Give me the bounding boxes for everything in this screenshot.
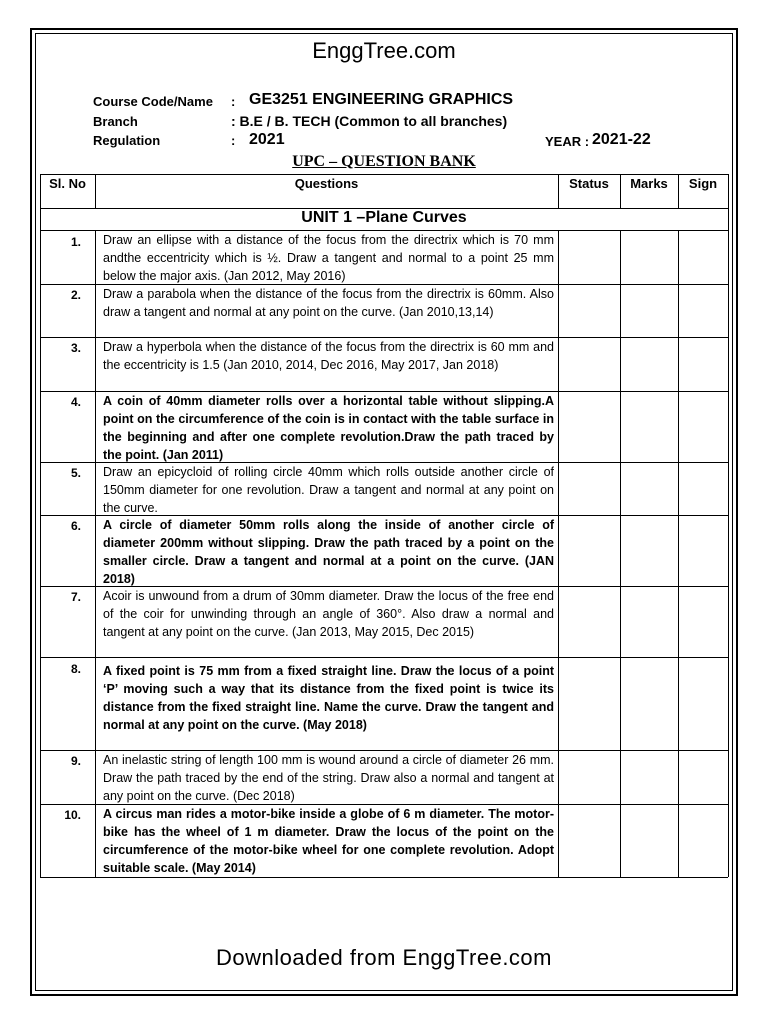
branch-value: : B.E / B. TECH (Common to all branches)	[231, 113, 508, 129]
row-number: 10.	[64, 808, 81, 822]
site-title: EnggTree.com	[312, 38, 456, 63]
question-text: A fixed point is 75 mm from a fixed straight line. Draw the locus of a point ‘P’ moving such a way that its distance from the fixed point is twice its distance from the fixed straight line. Name the curve. Draw the tangent and normal at any point on the curve. (May 2018)	[103, 664, 554, 732]
table-border	[728, 174, 729, 877]
column-rule	[558, 230, 559, 877]
header-status: Status	[569, 176, 609, 191]
table-rule	[40, 657, 728, 658]
column-rule	[620, 230, 621, 877]
row-number: 4.	[70, 395, 81, 409]
branch-label: Branch	[93, 114, 138, 129]
course-colon: :	[231, 94, 236, 109]
question-bank-title: UPC – QUESTION BANK	[292, 153, 476, 170]
row-number: 7.	[70, 590, 81, 604]
question-text: Draw an ellipse with a distance of the focus from the directrix which is 70 mm andthe eccentricity which is ½. Draw a tangent and normal to a point 25 mm below the major axis. (Jan 2012, May 2016)	[103, 233, 554, 283]
question-text: Draw a parabola when the distance of the focus from the directrix is 60mm. Also draw a tangent and normal at any point on the curve. (Jan 2010,13,14)	[103, 287, 554, 319]
row-number: 8.	[70, 662, 81, 676]
row-number: 3.	[70, 341, 81, 355]
question-text: Draw a hyperbola when the distance of the focus from the directrix is 60 mm and the eccentricity is 1.5 (Jan 2010, 2014, Dec 2016, May 2017, Jan 2018)	[103, 340, 554, 372]
regulation-value: 2021	[249, 131, 285, 148]
table-rule	[40, 877, 728, 878]
year-value: 2021-22	[592, 131, 651, 148]
course-value: GE3251 ENGINEERING GRAPHICS	[249, 91, 514, 108]
row-number: 6.	[70, 519, 81, 533]
row-number: 1.	[70, 235, 81, 249]
header-marks: Marks	[630, 176, 668, 191]
regulation-colon: :	[231, 133, 236, 148]
row-number: 9.	[70, 754, 81, 768]
regulation-label: Regulation	[93, 133, 161, 148]
course-label: Course Code/Name	[93, 94, 213, 109]
question-text: A circle of diameter 50mm rolls along the inside of another circle of diameter 200mm without slipping. Draw the path traced by a point on the smaller circle. Draw a tangent and normal at a point on the curve. (JAN 2018)	[103, 518, 554, 586]
row-number: 5.	[70, 466, 81, 480]
question-text: An inelastic string of length 100 mm is wound around a circle of diameter 26 mm. Draw the path traced by the end of the string. Draw also a normal and tangent at any point on the curve. (Dec 2018)	[103, 753, 554, 803]
table-rule	[40, 174, 728, 175]
year-label: YEAR :	[545, 134, 590, 149]
question-text: Draw an epicycloid of rolling circle 40mm which rolls outside another circle of 150mm diameter for one revolution. Draw a tangent and normal at any point on the curve.	[103, 465, 554, 515]
header-sl-no: Sl. No	[49, 176, 86, 191]
header-questions: Questions	[294, 176, 359, 191]
question-text: A coin of 40mm diameter rolls over a horizontal table without slipping.A point on the circumference of the coin is in contact with the table surface in the beginning and after one complete revolution.Draw the path traced by the point. (Jan 2011)	[103, 394, 554, 462]
column-rule	[95, 230, 96, 877]
question-text: Acoir is unwound from a drum of 30mm diameter. Draw the locus of the free end of the coir for unwinding through an angle of 360°. Also draw a normal and tangent at any point on the curve. (Jan 2013, May 2015, Dec 2015)	[103, 589, 554, 639]
unit-title: UNIT 1 –Plane Curves	[301, 209, 467, 226]
question-text: A circus man rides a motor-bike inside a globe of 6 m diameter. The motor-bike has the wheel of 1 m diameter. Draw the locus of the point on the circumference of the motor-bike wheel for one complete revolution. Adopt suitable scale. (May 2014)	[103, 807, 554, 875]
row-number: 2.	[70, 288, 81, 302]
header-sign: Sign	[688, 176, 718, 191]
footer-text: Downloaded from EnggTree.com	[215, 945, 552, 970]
column-rule	[678, 230, 679, 877]
